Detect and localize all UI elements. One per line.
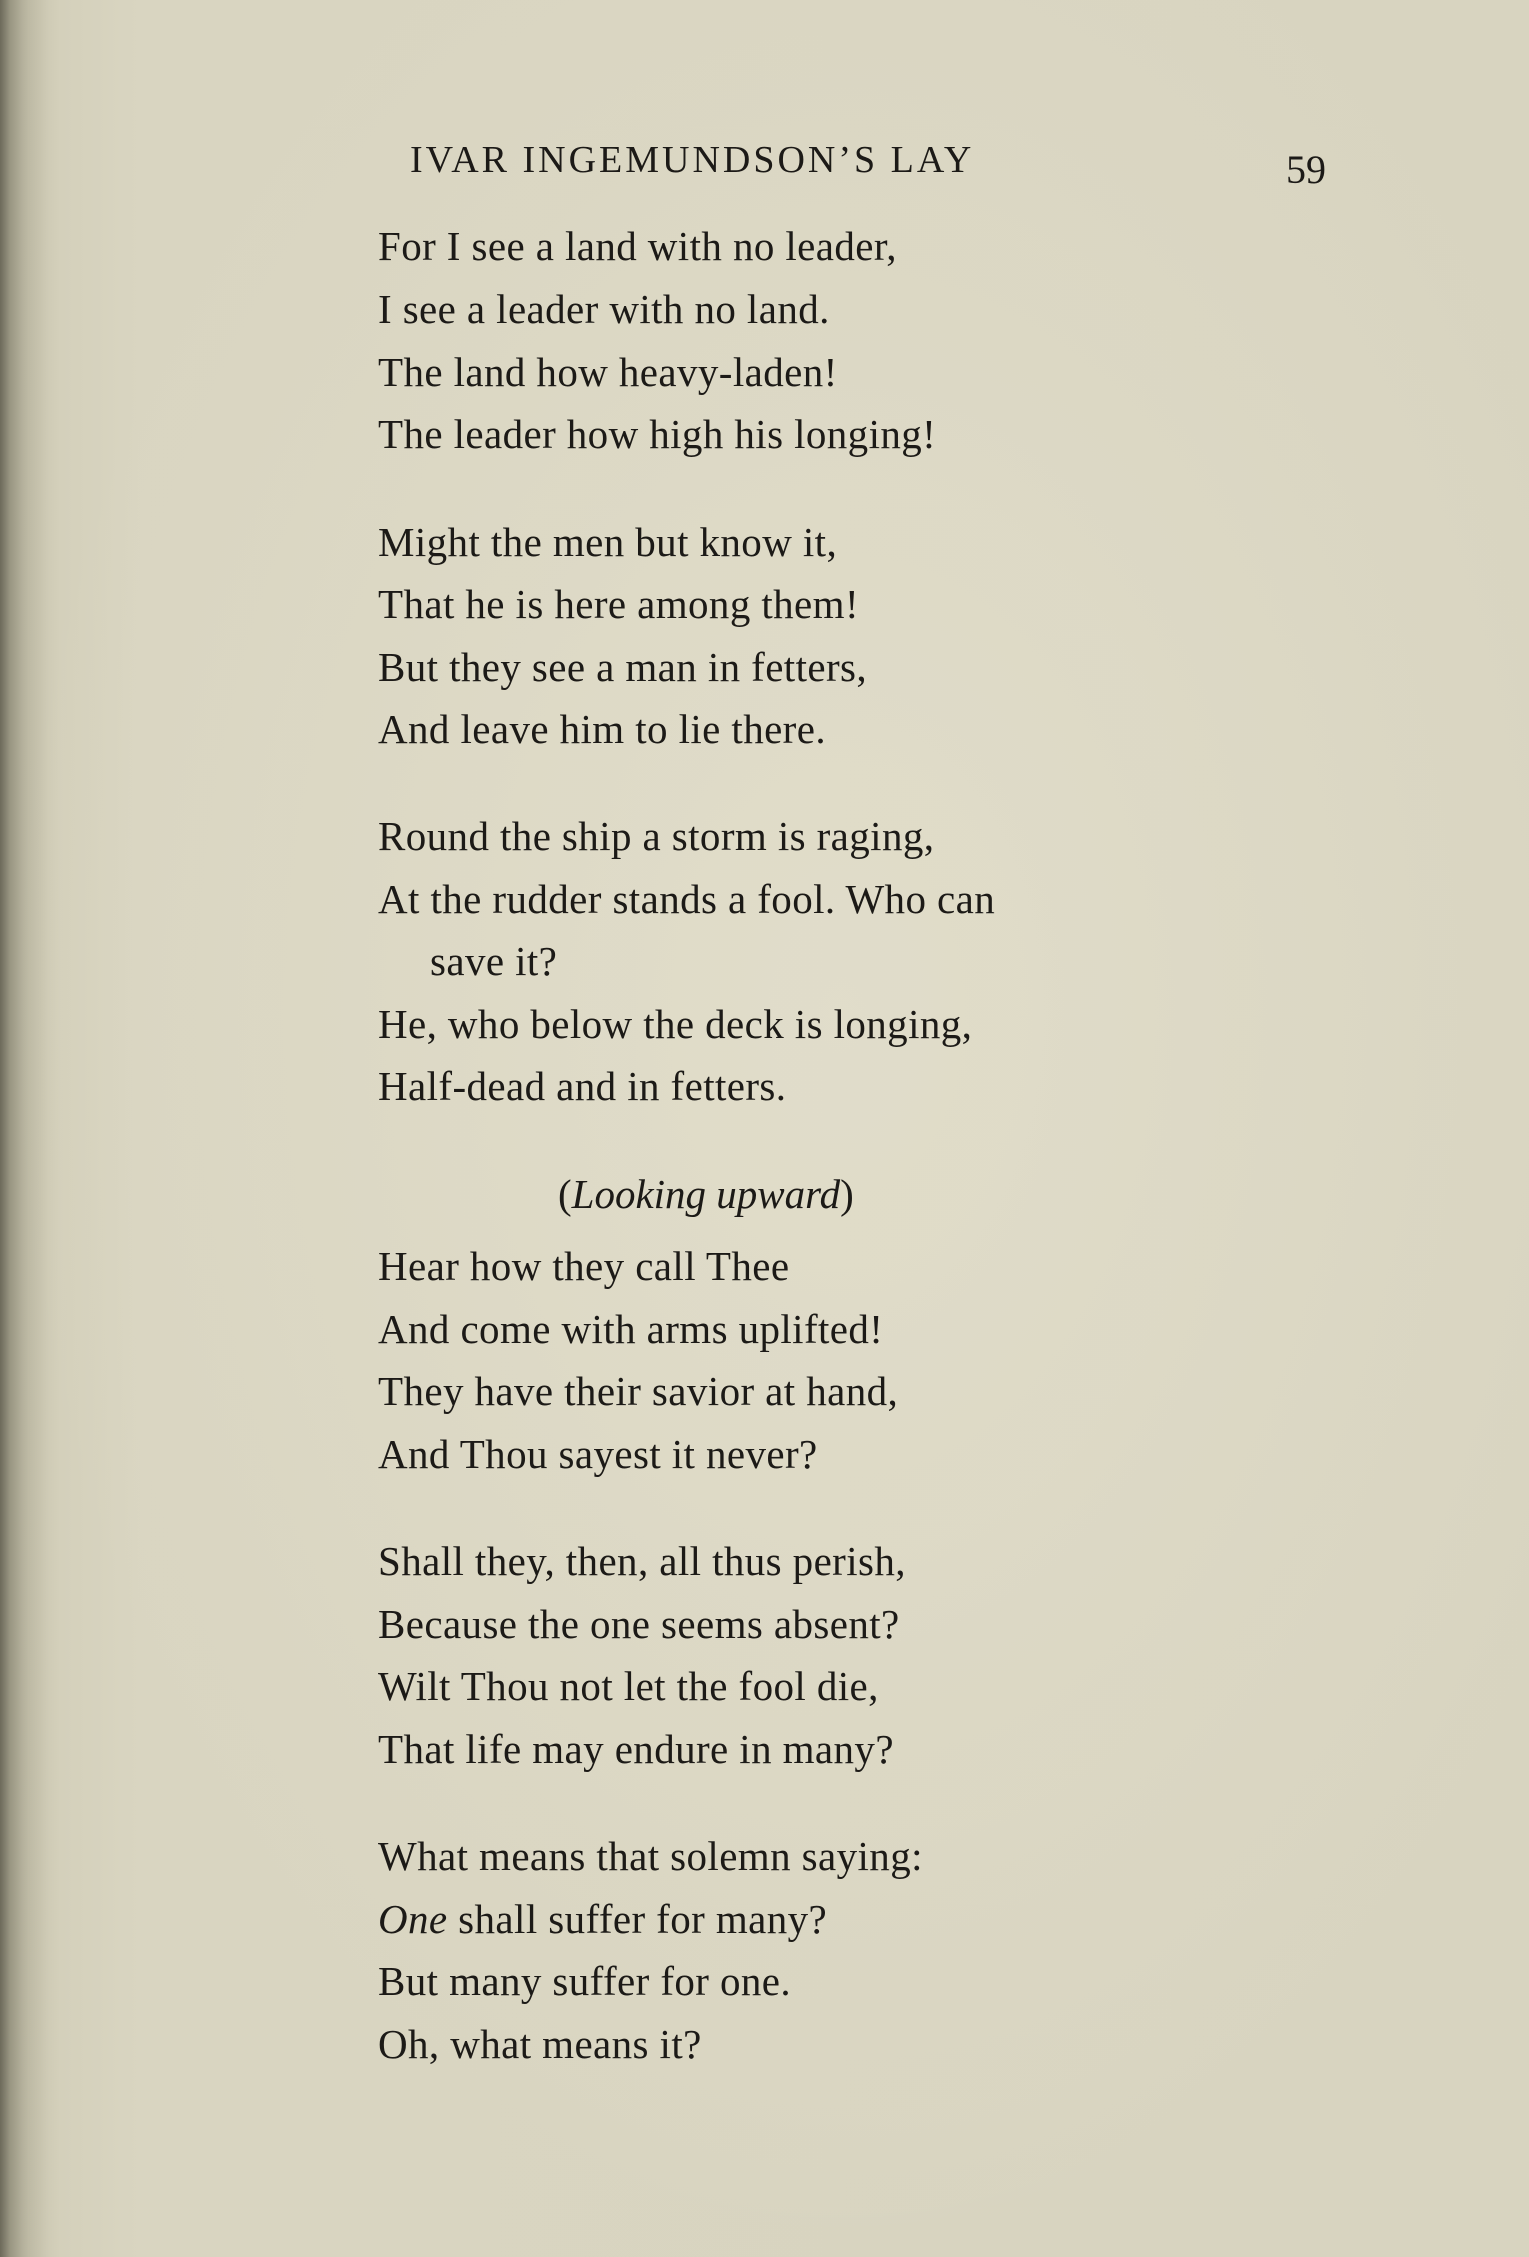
binding-gutter-shadow <box>0 0 48 2257</box>
verse-line: The land how heavy-laden! <box>378 349 838 395</box>
verse-line-rest: shall suffer for many? <box>458 1896 828 1942</box>
verse-line: Hear how they call Thee <box>378 1243 790 1289</box>
verse-line: Round the ship a storm is raging, <box>378 813 935 859</box>
verse-line: The leader how high his longing! <box>378 411 937 457</box>
running-head: IVAR INGEMUNDSON’S LAY <box>410 139 975 181</box>
verse-line: What means that solemn saying: <box>378 1833 923 1879</box>
verse-line: Wilt Thou not let the fool die, <box>378 1663 879 1709</box>
stage-direction-close-paren: ) <box>840 1171 854 1217</box>
verse-line: They have their savior at hand, <box>378 1368 899 1414</box>
verse-line: At the rudder stands a fool. Who can <box>378 876 996 922</box>
verse-line: For I see a land with no leader, <box>378 223 897 269</box>
page-number: 59 <box>1286 147 1326 192</box>
verse-line: And leave him to lie there. <box>378 706 826 752</box>
stage-direction <box>558 1170 854 1218</box>
verse-line: That he is here among them! <box>378 581 859 627</box>
verse-line-continuation: save it? <box>430 938 558 984</box>
verse-line: Because the one seems absent? <box>378 1601 900 1647</box>
stage-direction-open-paren: ( <box>558 1171 572 1217</box>
verse-line: Shall they, then, all thus perish, <box>378 1538 906 1584</box>
stage-direction-text: Looking upward <box>571 1171 841 1217</box>
verse-line: I see a leader with no land. <box>378 286 830 332</box>
verse-line <box>378 1895 827 1943</box>
verse-line: Oh, what means it? <box>378 2021 702 2067</box>
emphasized-word: One <box>378 1896 448 1942</box>
verse-line: Half-dead and in fetters. <box>378 1063 787 1109</box>
verse-line: And Thou sayest it never? <box>378 1431 818 1477</box>
verse-line: But they see a man in fetters, <box>378 644 868 690</box>
verse-line: He, who below the deck is longing, <box>378 1001 973 1047</box>
verse-line: But many suffer for one. <box>378 1958 792 2004</box>
verse-line: Might the men but know it, <box>378 519 838 565</box>
verse-line: That life may endure in many? <box>378 1726 894 1772</box>
verse-line: And come with arms uplifted! <box>378 1306 884 1352</box>
